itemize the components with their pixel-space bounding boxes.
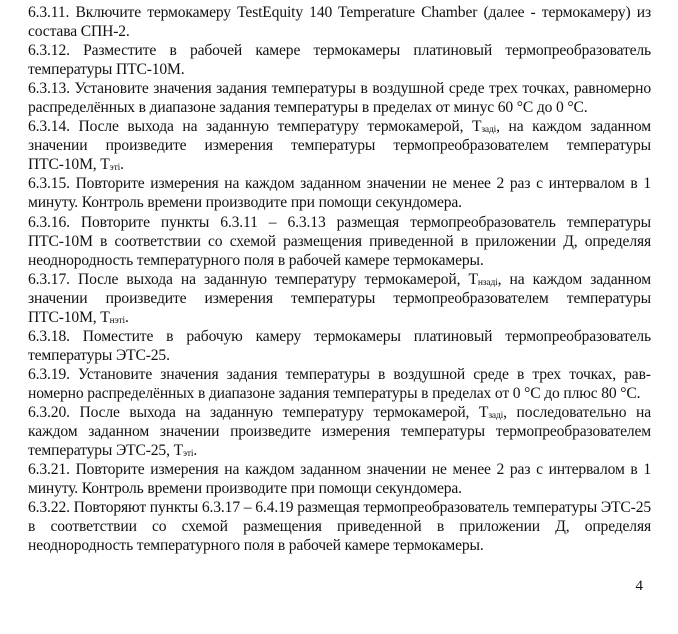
text-part: , последовательно на каждом заданном значении произведите измерения температуры термопреобразователем температуры ЭТС-25, Т — [28, 403, 651, 460]
paragraph-6-3-22: 6.3.22. Повторяют пункты 6.3.17 – 6.4.19 размещая термопреобразователь температуры ЭТС-25 в соответствии со схемой размещения приведенной в приложении Д, определяя неоднородность температурного поля в рабочей камере термокамеры. — [28, 499, 651, 555]
paragraph-6-3-16: 6.3.16. Повторите пункты 6.3.11 – 6.3.13 размещая термопреобразователь температуры ПТС-10М в соответствии со схемой размещения приведенной в приложении Д, определяя неоднородность температурного поля в рабочей камере термокамеры. — [28, 213, 651, 269]
subscript: эті — [109, 163, 121, 174]
text-part: , на каждом заданном значении произведите измерения температуры термопреобразователем температуры ПТС-10М, Т — [28, 270, 651, 326]
text-part: . — [125, 308, 129, 326]
paragraph-6-3-17 — [28, 270, 651, 327]
paragraph-6-3-19: 6.3.19. Установите значения задания температуры в воздушной среде в трех точках, равномерно распределённых в диапазоне задания температуры в пределах от 0 °С до плюс 80 °С. — [28, 365, 651, 402]
subscript: задi — [481, 125, 497, 136]
subscript: нзадi — [477, 277, 498, 288]
paragraph-6-3-11: 6.3.11. Включите термокамеру TestEquity 140 Temperature Chamber (далее - термокамеру) из состава СПН-2. — [28, 4, 651, 41]
text-part: 6.3.20. После выхода на заданную температуру термокамерой, Т — [28, 403, 489, 421]
paragraph-6-3-13: 6.3.13. Установите значения задания температуры в воздушной среде трех точках, равномерно распределённых в диапазоне задания температуры в пределах от минус 60 °С до 0 °С. — [28, 80, 651, 117]
text-part: 6.3.17. После выхода на заданную температуру термокамерой, Т — [28, 270, 478, 288]
page-number: 4 — [635, 578, 643, 594]
text-part: 6.3.14. После выхода на заданную температуру термокамерой, Т — [28, 118, 482, 136]
text-part: . — [193, 442, 198, 460]
subscript: эті — [182, 449, 194, 460]
paragraph-6-3-21: 6.3.21. Повторите измерения на каждом заданном значении не менее 2 раз с интервалом в 1 минуту. Контроль времени производите при помощи секундомера. — [28, 461, 651, 498]
paragraph-6-3-20 — [28, 403, 651, 460]
text-part: . — [120, 156, 124, 174]
document-body — [28, 3, 651, 555]
paragraph-6-3-14 — [28, 117, 651, 174]
subscript: нэті — [109, 315, 126, 326]
paragraph-6-3-12: 6.3.12. Разместите в рабочей камере термокамеры платиновый термопреобразователь температуры ПТС-10М. — [28, 42, 651, 79]
paragraph-6-3-15: 6.3.15. Повторите измерения на каждом заданном значении не менее 2 раз с интервалом в 1 минуту. Контроль времени производите при помощи секундомера. — [28, 175, 651, 212]
subscript: задi — [488, 410, 504, 421]
text-part: , на каждом заданном значении произведите измерения температуры термопреобразователем температуры ПТС-10М, Т — [28, 118, 651, 174]
paragraph-6-3-18: 6.3.18. Поместите в рабочую камеру термокамеры платиновый термопреобразователь температуры ЭТС-25. — [28, 327, 651, 364]
